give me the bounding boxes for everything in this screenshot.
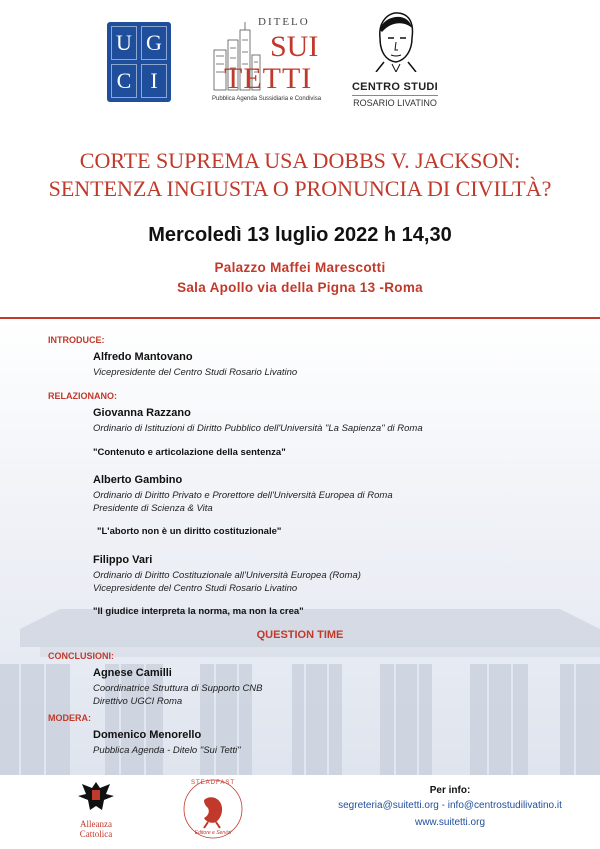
centro-studi-logo <box>350 10 440 110</box>
info-label: Per info: <box>429 785 471 796</box>
temple-columns-icon <box>0 319 600 775</box>
sui-text: SUI <box>270 30 319 63</box>
speaker-role: Ordinario di Diritto Privato e Prorettore dell'Università Europea di Roma <box>93 490 393 501</box>
alleanza-text-1: Alleanza <box>80 819 112 829</box>
email-link[interactable]: segreteria@suitetti.org <box>338 800 439 811</box>
speaker-name: Alfredo Mantovano <box>93 351 193 363</box>
rosario-livatino-text: ROSARIO LIVATINO <box>353 98 437 108</box>
talk-title: "L'aborto non è un diritto costituzionale" <box>97 526 282 537</box>
speaker-role: Vicepresidente del Centro Studi Rosario Livatino <box>93 367 298 378</box>
ugci-letter: I <box>141 64 167 98</box>
email-link[interactable]: info@centrostudilivatino.it <box>447 800 562 811</box>
steadfast-logo <box>182 778 244 840</box>
title-line-1: CORTE SUPREMA USA DOBBS V. JACKSON: <box>79 148 521 173</box>
ditelo-text: DITELO <box>258 16 310 28</box>
speaker-role: Ordinario di Diritto Costituzionale all'Università Europea (Roma) <box>93 570 361 581</box>
temple-background <box>0 319 600 775</box>
ugci-letter: U <box>111 26 137 60</box>
ugci-letter: G <box>141 26 167 60</box>
alleanza-text-2: Cattolica <box>79 829 113 839</box>
venue-line-1: Palazzo Maffei Marescotti <box>214 260 386 275</box>
speaker-role: Pubblica Agenda - Ditelo "Sui Tetti" <box>93 745 241 756</box>
talk-title: "Il giudice interpreta la norma, ma non la crea" <box>93 606 304 617</box>
steadfast-subtext: Editore e Servizi <box>194 830 232 836</box>
contact-info <box>300 785 600 828</box>
event-title <box>0 147 600 203</box>
event-date: Mercoledì 13 luglio 2022 h 14,30 <box>148 224 452 246</box>
ugci-logo <box>107 22 171 102</box>
alleanza-cattolica-logo <box>66 778 126 839</box>
suitetti-logo <box>210 16 320 106</box>
email-separator: - <box>438 800 448 811</box>
contact-emails <box>300 800 600 811</box>
speaker-role: Vicepresidente del Centro Studi Rosario Livatino <box>93 583 298 594</box>
relazionano-label: RELAZIONANO: <box>48 391 117 401</box>
talk-title: "Contenuto e articolazione della sentenza" <box>93 447 286 458</box>
speaker-name: Alberto Gambino <box>93 474 183 486</box>
speaker-name: Domenico Menorello <box>93 729 202 741</box>
modera-label: MODERA: <box>48 713 91 723</box>
portrait-icon <box>368 10 422 72</box>
speaker-role: Coordinatrice Struttura di Supporto CNB <box>93 683 263 694</box>
speaker-role: Ordinario di Istituzioni di Diritto Pubblico dell'Università "La Sapienza" di Roma <box>93 423 423 434</box>
speaker-name: Filippo Vari <box>93 554 153 566</box>
steadfast-text: STEADFAST <box>190 780 235 786</box>
speaker-role: Presidente di Scienza & Vita <box>93 503 213 514</box>
speaker-role: Direttivo UGCI Roma <box>93 696 183 707</box>
eagle-icon <box>76 778 116 814</box>
question-time: QUESTION TIME <box>256 629 344 641</box>
speaker-name: Giovanna Razzano <box>93 407 191 419</box>
conclusioni-label: CONCLUSIONI: <box>48 651 114 661</box>
venue-line-2: Sala Apollo via della Pigna 13 -Roma <box>177 280 423 295</box>
tetti-text: TETTI <box>224 62 313 95</box>
centro-studi-text: CENTRO STUDI <box>352 81 438 96</box>
suitetti-tagline: Pubblica Agenda Sussidiaria e Condivisa <box>212 96 322 102</box>
event-venue <box>0 258 600 298</box>
ugci-letter: C <box>111 64 137 98</box>
speaker-name: Agnese Camilli <box>93 667 172 679</box>
website-link[interactable]: www.suitetti.org <box>414 817 486 828</box>
title-line-2: SENTENZA INGIUSTA O PRONUNCIA DI CIVILTÀ? <box>48 176 552 201</box>
introduce-label: INTRODUCE: <box>48 335 105 345</box>
